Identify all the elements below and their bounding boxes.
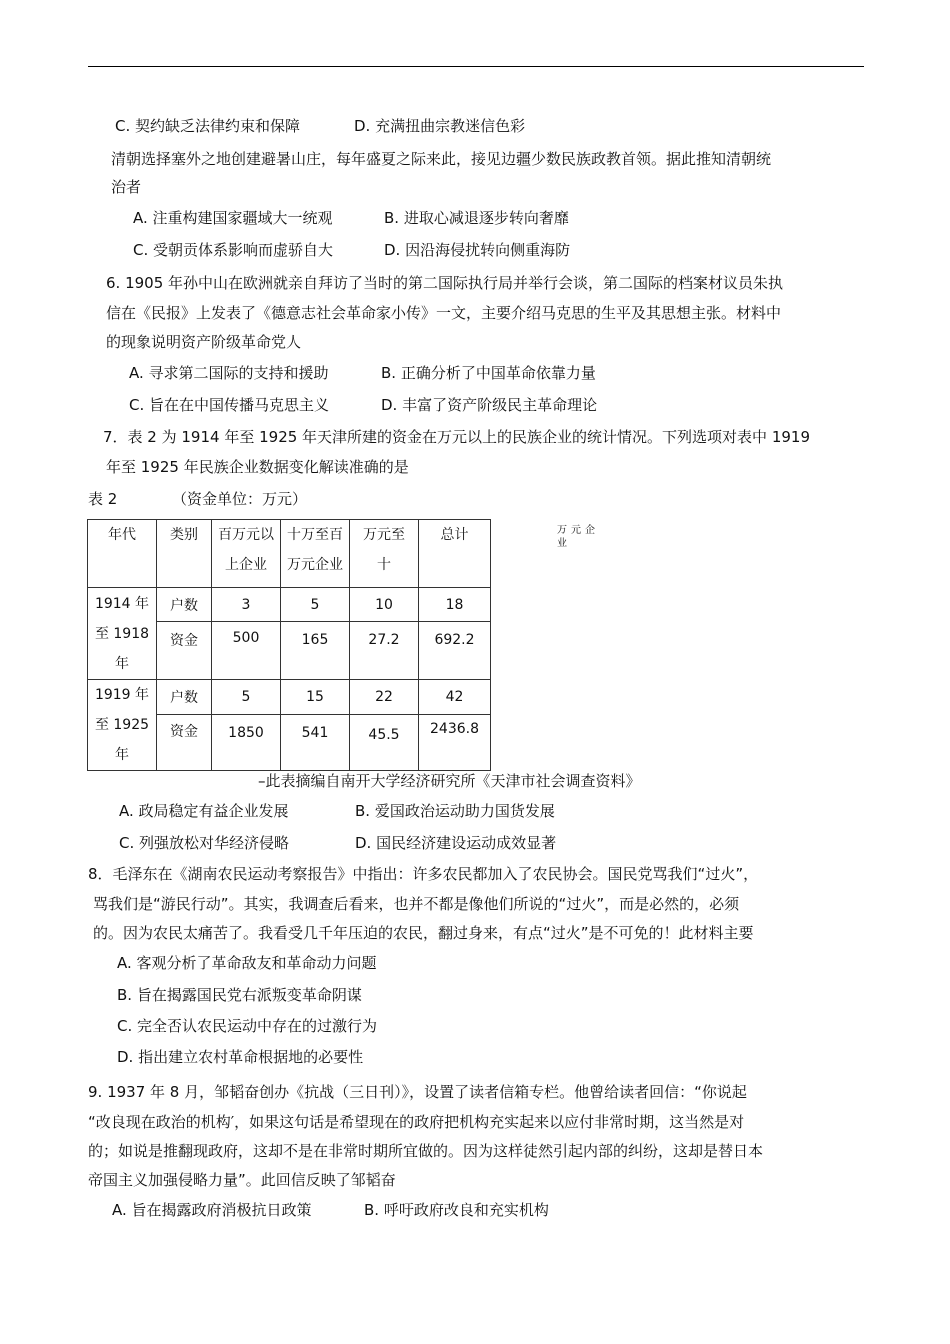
q7-option-b[interactable]: B. 爱国政治运动助力国货发展: [355, 802, 555, 820]
q9-stem-line2: “改良现在政治的机构′，如果这句话是希望现在的政府把机构充实起来以应付非常时期，这当然是对: [88, 1113, 745, 1131]
period-1919-1925: 1919 年 至 1925 年: [88, 680, 157, 771]
q6-stem-line1: 6. 1905 年孙中山在欧洲就亲自拜访了当时的第二国际执行局并举行会谈，第二国际的档案材议员朱执: [106, 274, 784, 292]
row-label-capital: 资金: [157, 715, 212, 771]
table-header-row: [88, 520, 491, 588]
q-qing-option-b[interactable]: B. 进取心减退逐步转向奢靡: [384, 209, 569, 227]
table-row: [88, 680, 491, 715]
q5-option-d[interactable]: D. 充满扭曲宗教迷信色彩: [354, 117, 526, 135]
table-side-note: 万元企业: [557, 525, 599, 549]
q8-option-c[interactable]: C. 完全否认农民运动中存在的过激行为: [117, 1017, 378, 1035]
row-label-capital: 资金: [157, 622, 212, 680]
table-label: 表 2: [88, 490, 118, 508]
q9-option-b[interactable]: B. 呼吁政府改良和充实机构: [364, 1201, 549, 1219]
q8-stem-line2: 骂我们是“游民行动”。其实，我调查后看来，也并不都是像他们所说的“过火”，而是必然的，必须: [93, 895, 740, 913]
q-qing-stem-line2: 治者: [111, 178, 142, 196]
q8-stem-line1: 8．毛泽东在《湖南农民运动考察报告》中指出：许多农民都加入了农民协会。国民党骂我们“过火”，: [88, 865, 759, 883]
q7-stem-line1: 7．表 2 为 1914 年至 1925 年天津所建的资金在万元以上的民族企业的统计情况。下列选项对表中 1919: [103, 428, 810, 446]
table-cell: 2436.8: [419, 715, 491, 771]
table-source: –此表摘编自南开大学经济研究所《天津市社会调查资料》: [258, 772, 641, 790]
q7-option-c[interactable]: C. 列强放松对华经济侵略: [119, 834, 290, 852]
header-type: 类别: [157, 520, 212, 588]
q8-stem-line3: 的。因为农民太痛苦了。我看受几千年压迫的农民，翻过身来，有点“过火”是不可免的！此材料主要: [93, 924, 754, 942]
q7-option-a[interactable]: A. 政局稳定有益企业发展: [119, 802, 289, 820]
q-qing-option-a[interactable]: A. 注重构建国家疆域大一统观: [133, 209, 333, 227]
q-qing-stem-line1: 清朝选择塞外之地创建避暑山庄，每年盛夏之际来此，接见边疆少数民族政教首领。据此推知清朝统: [111, 150, 772, 168]
period-1914-1918: 1914 年 至 1918 年: [88, 588, 157, 680]
table-cell: 165: [281, 622, 350, 680]
q7-stem-line2: 年至 1925 年民族企业数据变化解读准确的是: [106, 458, 409, 476]
table-cell: 18: [419, 588, 491, 622]
q-qing-option-d[interactable]: D. 因沿海侵扰转向侧重海防: [384, 241, 571, 259]
row-label-count: 户数: [157, 680, 212, 715]
table-cell: 42: [419, 680, 491, 715]
q9-stem-line1: 9. 1937 年 8 月，邹韬奋创办《抗战（三日刊）》，设置了读者信箱专栏。他曾给读者回信：“你说起: [88, 1083, 747, 1101]
table-cell: 45.5: [350, 715, 419, 771]
q-qing-option-c[interactable]: C. 受朝贡体系影响而虚骄自大: [133, 241, 334, 259]
table-cell: 5: [281, 588, 350, 622]
q8-option-d[interactable]: D. 指出建立农村革命根据地的必要性: [117, 1048, 364, 1066]
table-cell: 1850: [212, 715, 281, 771]
table-cell: 541: [281, 715, 350, 771]
q9-stem-line3: 的；如说是推翻现政府，这却不是在非常时期所宜做的。因为这样徒然引起内部的纠纷，这却是替日本: [88, 1142, 764, 1160]
table-cell: 22: [350, 680, 419, 715]
q9-stem-line4: 帝国主义加强侵略力量”。此回信反映了邹韬奋: [88, 1171, 396, 1189]
header-total: 总计: [419, 520, 491, 588]
table-cell: 15: [281, 680, 350, 715]
q6-option-d[interactable]: D. 丰富了资产阶级民主革命理论: [381, 396, 598, 414]
table-cell: 10: [350, 588, 419, 622]
row-label-count: 户数: [157, 588, 212, 622]
q6-option-c[interactable]: C. 旨在在中国传播马克思主义: [129, 396, 330, 414]
table-cell: 3: [212, 588, 281, 622]
header-rule: [88, 66, 864, 67]
q5-option-c[interactable]: C. 契约缺乏法律约束和保障: [115, 117, 301, 135]
enterprise-table: [87, 519, 491, 771]
header-million: 百万元以 上企业: [212, 520, 281, 588]
q6-stem-line2: 信在《民报》上发表了《德意志社会革命家小传》一文，主要介绍马克思的生平及其思想主张。材料中: [106, 304, 782, 322]
q6-option-b[interactable]: B. 正确分析了中国革命依靠力量: [381, 364, 596, 382]
table-cell: 27.2: [350, 622, 419, 680]
q6-option-a[interactable]: A. 寻求第二国际的支持和援助: [129, 364, 329, 382]
q7-option-d[interactable]: D. 国民经济建设运动成效显著: [355, 834, 557, 852]
header-hundred-thousand: 十万至百 万元企业: [281, 520, 350, 588]
table-cell: 500: [212, 622, 281, 680]
table-cell: 692.2: [419, 622, 491, 680]
q6-stem-line3: 的现象说明资产阶级革命党人: [106, 333, 302, 351]
header-year: 年代: [88, 520, 157, 588]
q8-option-a[interactable]: A. 客观分析了革命敌友和革命动力问题: [117, 954, 377, 972]
table-cell: 5: [212, 680, 281, 715]
table-unit: （资金单位：万元）: [172, 490, 308, 508]
q8-option-b[interactable]: B. 旨在揭露国民党右派叛变革命阴谋: [117, 986, 362, 1004]
header-ten-thousand: 万元至 十: [350, 520, 419, 588]
q9-option-a[interactable]: A. 旨在揭露政府消极抗日政策: [112, 1201, 312, 1219]
table-row: [88, 588, 491, 622]
